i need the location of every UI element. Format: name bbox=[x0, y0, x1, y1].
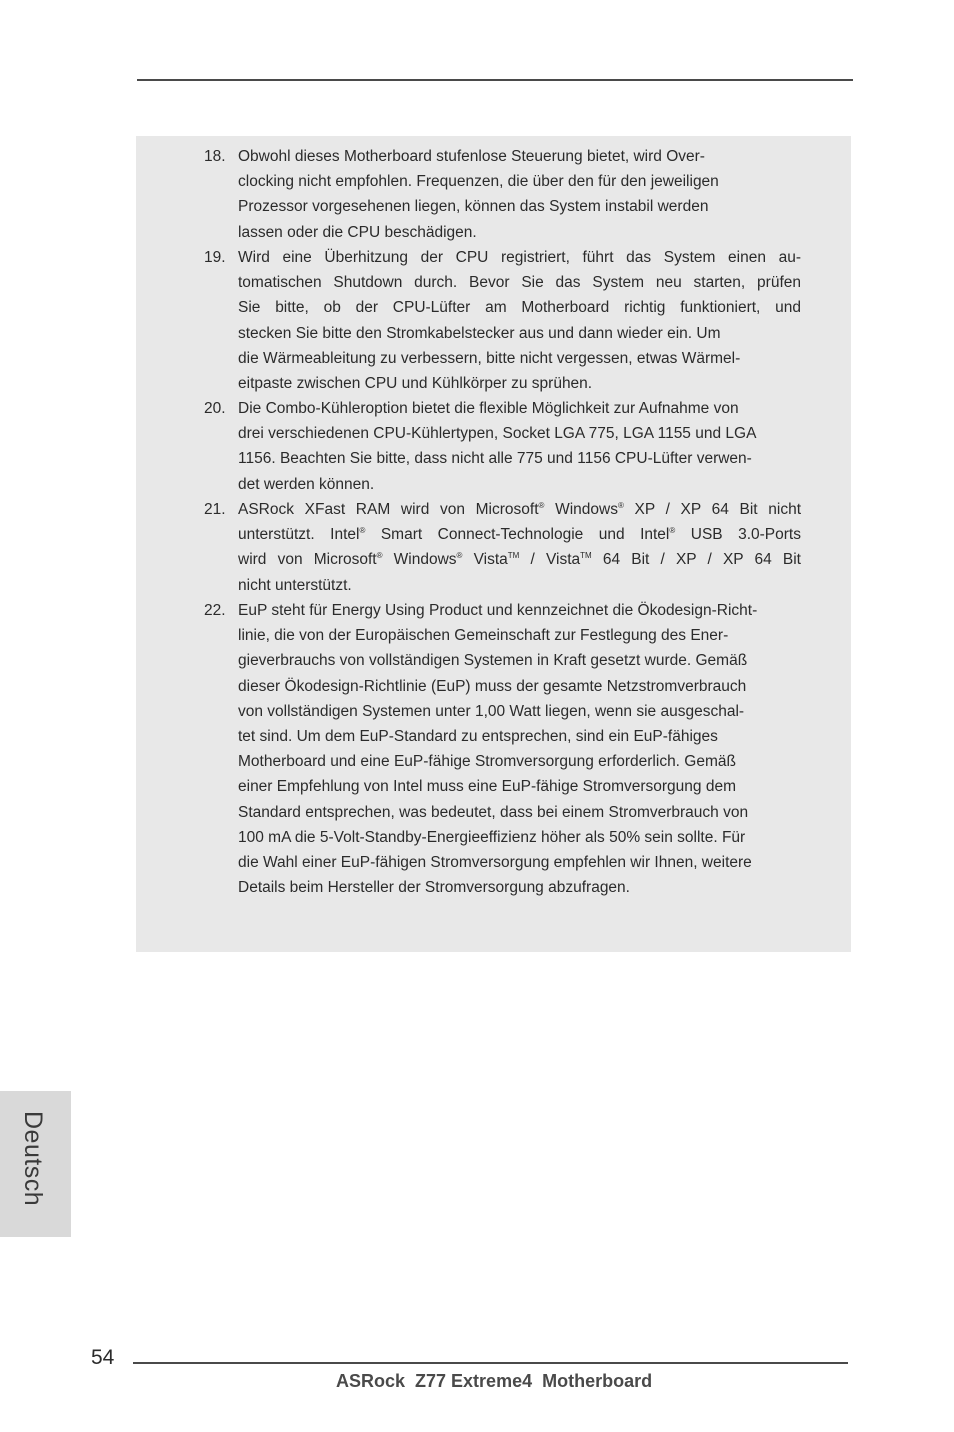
trademark-mark: ® bbox=[359, 526, 366, 536]
note-line: Standard entsprechen, was bedeutet, dass bei einem Stromverbrauch von bbox=[238, 803, 749, 821]
footer-title: ASRock Z77 Extreme4 Motherboard bbox=[336, 1371, 653, 1391]
note-line bbox=[238, 547, 801, 572]
text-run: Smart Connect-Technologie und Intel bbox=[365, 526, 670, 544]
trademark-mark: TM bbox=[580, 551, 592, 561]
text-run: XP / XP 64 Bit nicht bbox=[623, 501, 802, 518]
note-line: linie, die von der Europäischen Gemeinschaft zur Festlegung des Ener- bbox=[238, 627, 729, 645]
note-line bbox=[238, 522, 801, 547]
note-line: Die Combo-Kühleroption bietet die flexible Möglichkeit zur Aufnahme von bbox=[238, 400, 739, 417]
note-line: die Wärmeableitung zu verbessern, bitte nicht vergessen, etwas Wärmel- bbox=[238, 349, 741, 367]
note-line: drei verschiedenen CPU-Kühlertypen, Socket LGA 775, LGA 1155 und LGA bbox=[238, 425, 757, 443]
footer-rule bbox=[133, 1362, 848, 1364]
note-text bbox=[238, 497, 801, 598]
note-text bbox=[238, 598, 801, 900]
trademark-mark: ® bbox=[617, 501, 624, 510]
note-line: dieser Ökodesign-Richtlinie (EuP) muss der gesamte Netzstromverbrauch bbox=[238, 677, 747, 695]
text-run: ASRock XFast RAM wird von Microsoft bbox=[238, 501, 539, 518]
note-line: Prozessor vorgesehenen liegen, können das System instabil werden bbox=[238, 198, 709, 216]
note-line: gieverbrauchs von vollständigen Systemen in Kraft gesetzt wurde. Gemäß bbox=[238, 652, 748, 670]
note-line: von vollständigen Systemen unter 1,00 Watt liegen, wenn sie ausgeschal- bbox=[238, 702, 745, 720]
note-line: Details beim Hersteller der Stromversorgung abzufragen. bbox=[238, 879, 630, 897]
note-line bbox=[238, 497, 801, 522]
note-text bbox=[238, 144, 801, 245]
note-line: tet sind. Um dem EuP-Standard zu entsprechen, sind ein EuP-fähiges bbox=[238, 728, 718, 746]
note-line: clocking nicht empfohlen. Frequenzen, die über den für den jeweiligen bbox=[238, 173, 719, 191]
note-text bbox=[238, 245, 801, 396]
header-rule bbox=[137, 79, 853, 81]
note-line: tomatischen Shutdown durch. Bevor Sie das System neu starten, prüfen bbox=[238, 274, 801, 292]
text-run: USB 3.0-Ports bbox=[675, 526, 801, 544]
note-number: 18. bbox=[204, 148, 226, 165]
text-run: unterstützt. Intel bbox=[238, 526, 360, 544]
note-line: 1156. Beachten Sie bitte, dass nicht alle 775 und 1156 CPU-Lüfter verwen- bbox=[238, 450, 752, 468]
text-run: 64 Bit / XP / XP 64 Bit bbox=[591, 551, 801, 569]
note-line: 100 mA die 5-Volt-Standby-Energieeffizienz höher als 50% sein sollte. Für bbox=[238, 828, 746, 846]
note-line: EuP steht für Energy Using Product und kennzeichnet die Ökodesign-Richt- bbox=[238, 602, 758, 619]
note-line: eitpaste zwischen CPU und Kühlkörper zu sprühen. bbox=[238, 375, 593, 393]
note-line: lassen oder die CPU beschädigen. bbox=[238, 223, 477, 241]
note-line: Obwohl dieses Motherboard stufenlose Steuerung bietet, wird Over- bbox=[238, 148, 705, 165]
note-line: stecken Sie bitte den Stromkabelstecker aus und dann wieder ein. Um bbox=[238, 324, 721, 342]
note-number: 20. bbox=[204, 400, 226, 417]
text-run: wird von Microsoft bbox=[238, 551, 377, 569]
text-run: Vista bbox=[462, 551, 508, 569]
trademark-mark: ® bbox=[669, 526, 676, 536]
note-line: Motherboard und eine EuP-fähige Stromversorgung erforderlich. Gemäß bbox=[238, 753, 736, 771]
note-number: 21. bbox=[204, 501, 226, 518]
text-run: / Vista bbox=[519, 551, 581, 569]
note-text bbox=[238, 396, 801, 497]
text-run: Windows bbox=[544, 501, 618, 518]
trademark-mark: ® bbox=[376, 551, 383, 561]
note-line: einer Empfehlung von Intel muss eine EuP-fähige Stromversorgung dem bbox=[238, 778, 736, 796]
page-number: 54 bbox=[91, 1346, 115, 1369]
trademark-mark: TM bbox=[507, 551, 520, 561]
notes-panel bbox=[136, 136, 851, 952]
text-run: Windows bbox=[382, 551, 457, 569]
note-line: Sie bitte, ob der CPU-Lüfter am Motherboard richtig funktioniert, und bbox=[238, 299, 801, 317]
note-line: die Wahl einer EuP-fähigen Stromversorgung empfehlen wir Ihnen, weitere bbox=[238, 854, 752, 872]
trademark-mark: ® bbox=[456, 551, 463, 561]
note-line: nicht unterstützt. bbox=[238, 576, 352, 594]
note-number: 22. bbox=[204, 602, 226, 619]
note-number: 19. bbox=[204, 249, 226, 266]
language-tab-label: Deutsch bbox=[19, 1111, 47, 1207]
note-line: Wird eine Überhitzung der CPU registriert, führt das System einen au- bbox=[238, 249, 801, 266]
note-line: det werden können. bbox=[238, 475, 375, 493]
trademark-mark: ® bbox=[538, 501, 545, 510]
